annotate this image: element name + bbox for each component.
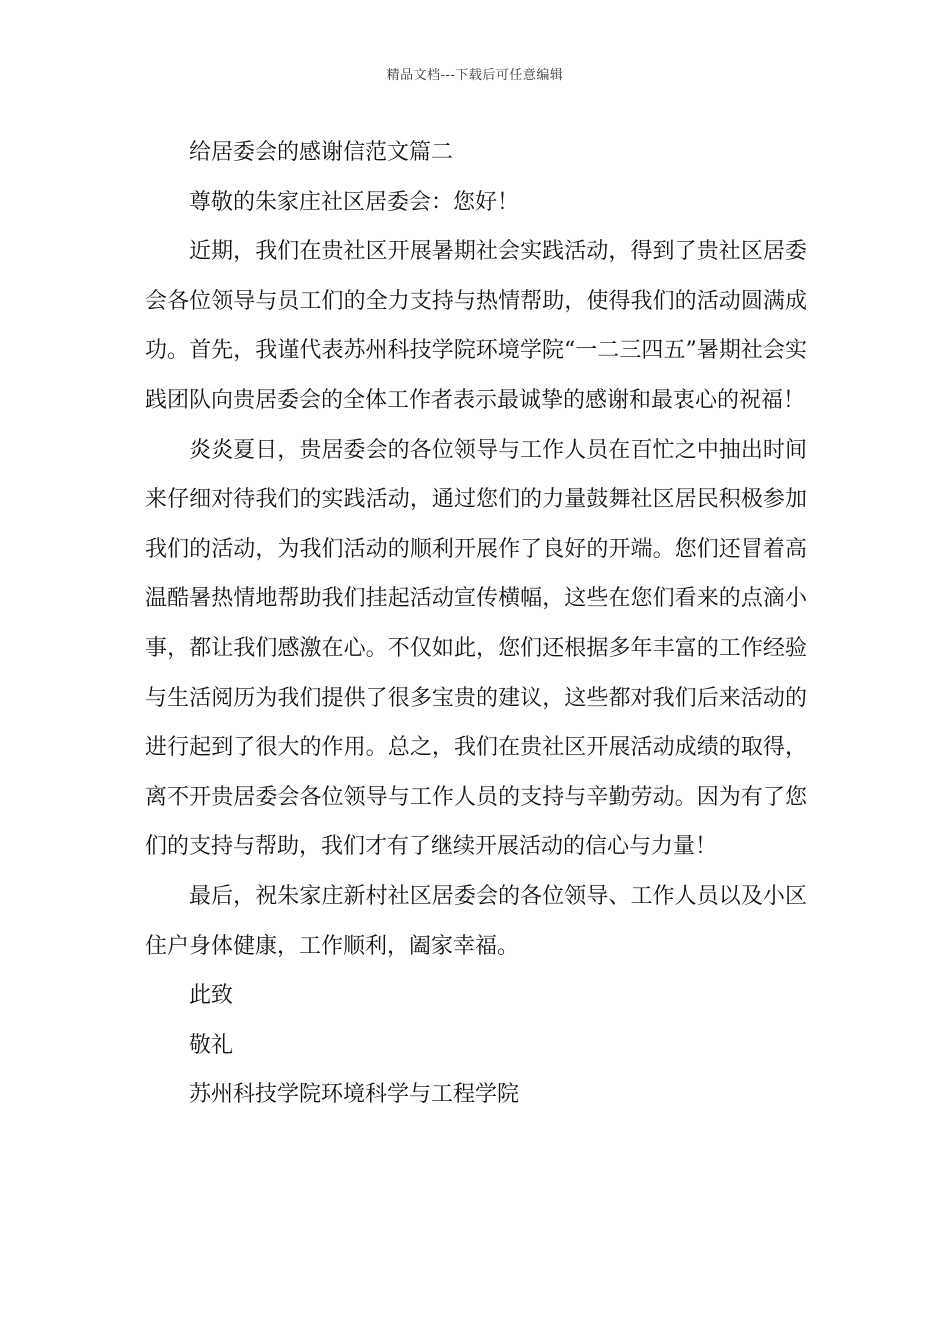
letter-salutation: 尊敬的朱家庄社区居委会：您好！: [189, 189, 520, 215]
letter-paragraph: 近期，我们在贵社区开展暑期社会实践活动，得到了贵社区居委会各位领导与员工们的全力支持与热情帮助，使得我们的活动圆满成功。首先，我谨代表苏州科技学院环境学院“一二三四五”暑期社会实践团队向贵居委会的全体工作者表示最诚挚的感谢和最衷心的祝福！: [145, 239, 807, 413]
letter-closing-greeting: 敬礼: [189, 1032, 234, 1058]
letter-closing: 此致: [189, 983, 234, 1009]
page-header: 精品文档---下载后可任意编辑: [386, 68, 564, 83]
letter-paragraph: 最后，祝朱家庄新村社区居委会的各位领导、工作人员以及小区住户身体健康，工作顺利，阖家幸福。: [145, 883, 807, 959]
letter-signature: 苏州科技学院环境科学与工程学院: [189, 1082, 520, 1108]
letter-body: [145, 128, 807, 1120]
letter-paragraph: 炎炎夏日，贵居委会的各位领导与工作人员在百忙之中抽出时间来仔细对待我们的实践活动，通过您们的力量鼓舞社区居民积极参加我们的活动，为我们活动的顺利开展作了良好的开端。您们还冒着高温酷暑热情地帮助我们挂起活动宣传横幅，这些在您们看来的点滴小事，都让我们感激在心。不仅如此，您们还根据多年丰富的工作经验与生活阅历为我们提供了很多宝贵的建议，这些都对我们后来活动的进行起到了很大的作用。总之，我们在贵社区开展活动成绩的取得，离不开贵居委会各位领导与工作人员的支持与辛勤劳动。因为有了您们的支持与帮助，我们才有了继续开展活动的信心与力量！: [145, 437, 807, 860]
letter-title: 给居委会的感谢信范文篇二: [189, 140, 454, 165]
